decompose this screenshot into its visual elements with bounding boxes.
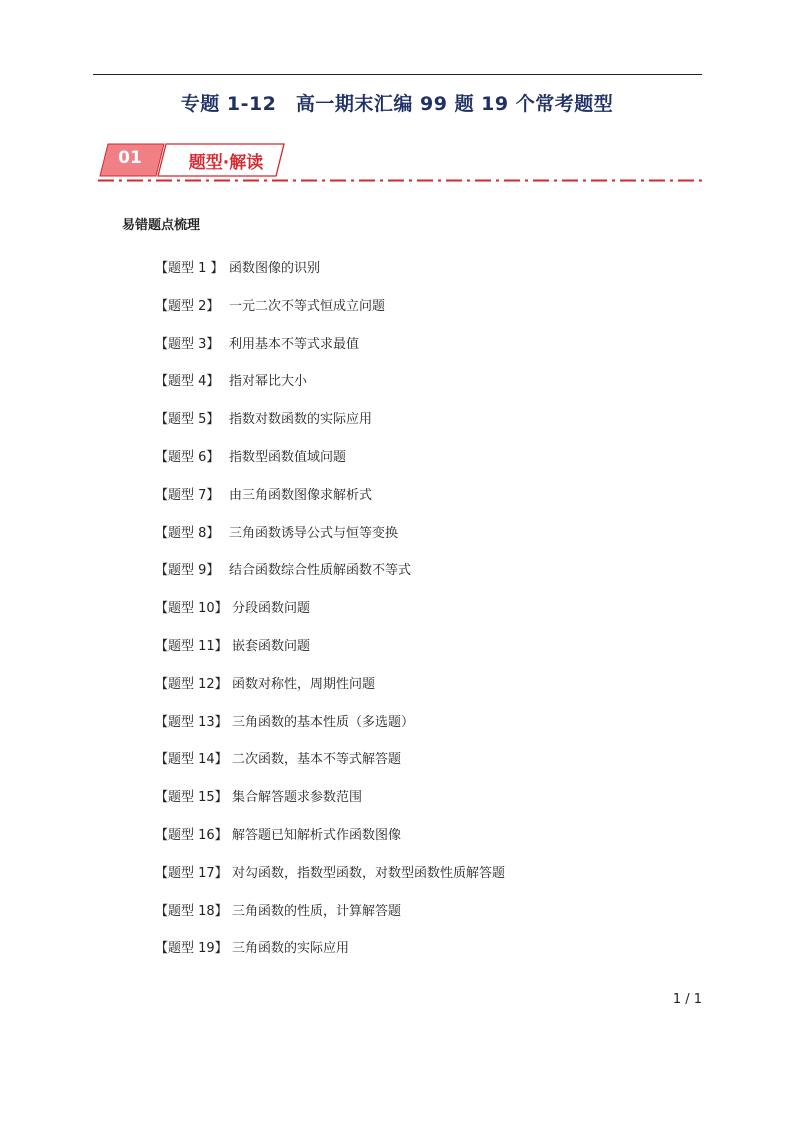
top-rule <box>93 74 702 75</box>
topic-item <box>155 372 505 410</box>
topic-tag: 【题型 8】 <box>155 525 220 541</box>
topic-text: 二次函数，基本不等式解答题 <box>232 752 402 768</box>
topic-text: 指数对数函数的实际应用 <box>229 412 373 428</box>
topic-tag: 【题型 1 】 <box>155 261 224 276</box>
topic-text: 指对幂比大小 <box>229 374 308 390</box>
topic-item <box>155 335 505 373</box>
topic-tag: 【题型 6】 <box>155 449 220 465</box>
topic-tag: 【题型 11】 <box>155 638 228 654</box>
topic-text: 嵌套函数问题 <box>232 638 311 654</box>
page-number: 1 / 1 <box>672 992 702 1007</box>
section-number: 01 <box>118 148 142 168</box>
topic-text: 三角函数的性质，计算解答题 <box>232 903 402 919</box>
topic-text: 解答题已知解析式作函数图像 <box>232 827 402 843</box>
topic-tag: 【题型 15】 <box>155 790 228 806</box>
topic-tag: 【题型 19】 <box>155 941 228 957</box>
topic-item <box>155 448 505 486</box>
topic-text: 分段函数问题 <box>232 601 311 617</box>
topic-item <box>155 750 505 788</box>
topic-item <box>155 637 505 675</box>
topic-text: 三角函数的基本性质（多选题） <box>232 714 415 730</box>
topic-item <box>155 259 505 297</box>
topic-text: 对勾函数，指数型函数，对数型函数性质解答题 <box>232 865 506 881</box>
topic-text: 一元二次不等式恒成立问题 <box>229 298 386 314</box>
topic-item <box>155 486 505 524</box>
topic-tag: 【题型 4】 <box>155 374 220 390</box>
topic-text: 函数图像的识别 <box>229 261 321 276</box>
topic-tag: 【题型 9】 <box>155 563 220 579</box>
topic-list <box>155 259 505 977</box>
topic-tag: 【题型 13】 <box>155 714 228 730</box>
topic-tag: 【题型 5】 <box>155 412 220 428</box>
topic-item <box>155 788 505 826</box>
topic-item <box>155 826 505 864</box>
topic-item <box>155 599 505 637</box>
topic-text: 三角函数诱导公式与恒等变换 <box>229 525 399 541</box>
topic-tag: 【题型 18】 <box>155 903 228 919</box>
topic-tag: 【题型 2】 <box>155 298 220 314</box>
topic-text: 利用基本不等式求最值 <box>229 336 360 352</box>
topic-tag: 【题型 3】 <box>155 336 220 352</box>
topic-item <box>155 902 505 940</box>
section-title: 题型·解读 <box>188 153 264 173</box>
topic-item <box>155 939 505 977</box>
topic-tag: 【题型 14】 <box>155 752 228 768</box>
topic-item <box>155 713 505 751</box>
topic-text: 集合解答题求参数范围 <box>232 790 363 806</box>
topic-text: 结合函数综合性质解函数不等式 <box>229 563 412 579</box>
topic-item <box>155 297 505 335</box>
topic-tag: 【题型 12】 <box>155 676 228 692</box>
topic-item <box>155 410 505 448</box>
document-title: 专题 1-12 高一期末汇编 99 题 19 个常考题型 <box>180 93 614 115</box>
topic-text: 函数对称性，周期性问题 <box>232 676 376 692</box>
section-header <box>98 142 702 184</box>
topic-text: 三角函数的实际应用 <box>232 941 350 957</box>
topic-text: 指数型函数值域问题 <box>229 449 347 465</box>
topic-item <box>155 864 505 902</box>
topic-item <box>155 561 505 599</box>
topic-tag: 【题型 7】 <box>155 487 220 503</box>
topic-text: 由三角函数图像求解析式 <box>229 487 373 503</box>
topic-item <box>155 675 505 713</box>
topic-item <box>155 524 505 562</box>
subheading: 易错题点梳理 <box>122 218 201 233</box>
topic-tag: 【题型 17】 <box>155 865 228 881</box>
topic-tag: 【题型 16】 <box>155 827 228 843</box>
topic-tag: 【题型 10】 <box>155 601 228 617</box>
